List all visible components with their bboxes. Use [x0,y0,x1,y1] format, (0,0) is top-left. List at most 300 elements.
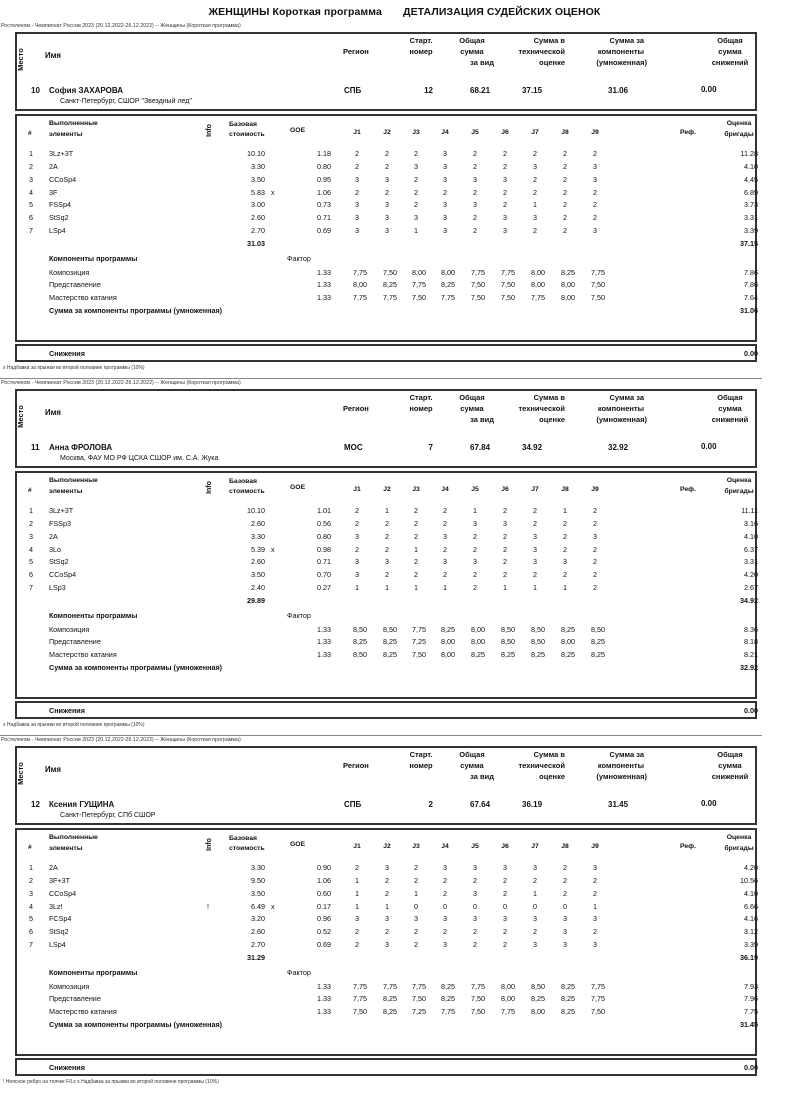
element-judge-score: 1 [533,889,537,898]
ref-header: Реф. [680,843,696,850]
tes-header-3: оценке [539,772,565,781]
base-header-1: Базовая [229,121,257,128]
component-judge-score: 8,25 [471,650,485,659]
element-judge-score: 2 [443,889,447,898]
element-judge-score: 1 [414,583,418,592]
component-name: Композиция [49,625,90,634]
component-judge-score: 7,75 [383,293,397,302]
element-goe: 0.95 [317,175,331,184]
element-base-value: 3.50 [251,889,265,898]
component-judge-score: 8,00 [441,650,455,659]
element-judge-score: 3 [385,213,389,222]
element-judge-score: 3 [593,863,597,872]
element-judge-score: 1 [385,583,389,592]
element-judge-score: 2 [414,557,418,566]
element-judge-score: 1 [385,506,389,515]
element-judge-score: 1 [355,902,359,911]
element-number: 6 [29,570,33,579]
component-factor: 1.33 [317,293,331,302]
element-judge-score: 2 [385,876,389,885]
element-judge-score: 2 [355,545,359,554]
element-number: 4 [29,188,33,197]
element-judge-score: 3 [503,863,507,872]
component-name: Мастерство катания [49,293,117,302]
element-base-value: 3.50 [251,175,265,184]
component-judge-score: 7,50 [412,994,426,1003]
element-code: FSSp4 [49,200,71,209]
skater-club: Москва, ФАУ МО РФ ЦСКА СШОР им. С.А. Жука [60,455,219,462]
skater-club: Санкт-Петербург, СШОР "Звездный лед" [60,98,192,105]
element-number: 7 [29,583,33,592]
element-judge-score: 2 [414,149,418,158]
deductions-label: Снижения [49,1063,85,1072]
element-judge-score: 3 [503,226,507,235]
element-base-value: 3.50 [251,570,265,579]
skater-total-score: 67.84 [470,443,491,452]
element-judge-score: 3 [385,863,389,872]
competition-line: Ростелеком - Чемпионат России 2023 (20.12.2022-26.12.2022) -- Женщины (Короткая программа) [1,380,241,386]
element-judge-score: 2 [503,200,507,209]
element-judge-score: 1 [563,506,567,515]
num-header: # [28,130,32,137]
element-judge-score: 2 [503,506,507,515]
skater-region: МОС [344,443,363,452]
element-judge-score: 1 [533,583,537,592]
element-number: 3 [29,175,33,184]
element-base-value: 5.83 [251,188,265,197]
element-judge-score: 0 [503,902,507,911]
element-judge-score: 2 [593,876,597,885]
element-judge-score: 2 [355,149,359,158]
component-judge-score: 7,75 [412,982,426,991]
element-judge-score: 1 [443,583,447,592]
deductions-box [15,1058,757,1076]
element-base-value: 6.49 [251,902,265,911]
info-header: Info [205,838,213,851]
footnote: x Надбавка за прыжки во второй половине программы (10%) [3,365,145,371]
tes-header-1: Сумма в [533,750,565,759]
element-judge-score: 3 [443,226,447,235]
element-code: 2A [49,863,58,872]
element-code: StSq2 [49,557,69,566]
element-goe: 0.56 [317,519,331,528]
element-code: StSq2 [49,213,69,222]
pcs-header-3: (умноженная) [596,415,647,424]
tes-total: 37.15 [740,239,758,248]
panel-header-1: Оценка [726,120,752,127]
element-code: 3F [49,188,58,197]
deductions-total: 0.00 [744,706,758,715]
ded-header-1: Общая [717,36,743,45]
element-judge-score: 3 [593,162,597,171]
element-judge-score: 2 [593,200,597,209]
elements-header-2: элементы [49,488,83,495]
element-panel-score: 11.28 [740,149,758,158]
skater-name[interactable]: Ксения ГУЩИНА [49,800,115,809]
component-judge-score: 7,50 [412,293,426,302]
skater-name[interactable]: Анна ФРОЛОВА [49,443,113,452]
start-header-1: Старт. [409,36,433,45]
element-judge-score: 2 [355,188,359,197]
judge-header: J2 [383,486,391,493]
component-judge-score: 8,25 [561,268,575,277]
skater-place: 10 [31,86,40,95]
element-judge-score: 2 [593,889,597,898]
judge-header: J8 [561,486,569,493]
skater-deductions: 0.00 [701,442,717,451]
element-judge-score: 2 [503,889,507,898]
region-header: Регион [343,47,369,56]
element-judge-score: 3 [563,927,567,936]
element-judge-score: 3 [355,557,359,566]
element-base-value: 3.00 [251,200,265,209]
element-judge-score: 2 [473,149,477,158]
component-judge-score: 7,75 [383,982,397,991]
element-bonus-marker: x [271,545,275,554]
component-judge-score: 8,00 [412,268,426,277]
component-panel-score: 8.21 [744,650,758,659]
skater-start-number: 2 [428,800,433,809]
tes-total: 36.19 [740,953,758,962]
element-judge-score: 2 [593,545,597,554]
element-judge-score: 2 [503,545,507,554]
element-judge-score: 3 [443,175,447,184]
skater-place: 12 [31,800,40,809]
element-judge-score: 2 [563,889,567,898]
element-judge-score: 2 [385,570,389,579]
element-judge-score: 2 [563,863,567,872]
component-judge-score: 7,75 [353,982,367,991]
elements-header-2: элементы [49,131,83,138]
base-value-total: 29.89 [247,596,265,605]
element-judge-score: 3 [533,863,537,872]
element-judge-score: 1 [414,226,418,235]
tes-header-3: оценке [539,58,565,67]
judge-header: J9 [591,129,599,136]
element-judge-score: 3 [533,545,537,554]
element-number: 2 [29,162,33,171]
element-panel-score: 3.73 [744,200,758,209]
component-judge-score: 7,75 [591,994,605,1003]
judge-header: J4 [441,486,449,493]
component-judge-score: 8,50 [531,637,545,646]
component-judge-score: 8,50 [531,982,545,991]
element-judge-score: 2 [593,213,597,222]
component-judge-score: 7,75 [531,293,545,302]
ded-header-3: снижений [711,58,749,67]
element-judge-score: 3 [593,175,597,184]
element-number: 1 [29,863,33,872]
judge-header: J7 [531,843,539,850]
component-judge-score: 7,25 [412,1007,426,1016]
element-panel-score: 11.11 [741,506,758,515]
element-code: 3Lz! [49,902,63,911]
skater-club: Санкт-Петербург, СПб СШОР [60,812,156,819]
element-judge-score: 2 [563,570,567,579]
element-judge-score: 2 [563,545,567,554]
judge-header: J6 [501,486,509,493]
element-judge-score: 1 [355,876,359,885]
element-judge-score: 2 [593,557,597,566]
component-judge-score: 8,00 [531,268,545,277]
element-panel-score: 3.12 [744,927,758,936]
element-judge-score: 2 [593,519,597,528]
element-judge-score: 2 [414,200,418,209]
tes-header-2: технической [518,47,565,56]
element-base-value: 5.39 [251,545,265,554]
element-code: 3Lo [49,545,61,554]
element-goe: 0.80 [317,162,331,171]
element-judge-score: 2 [385,162,389,171]
component-judge-score: 8,50 [353,625,367,634]
component-judge-score: 8,25 [561,1007,575,1016]
element-bonus-marker: x [271,188,275,197]
panel-header-1: Оценка [726,477,752,484]
ref-header: Реф. [680,129,696,136]
element-judge-score: 2 [385,532,389,541]
component-judge-score: 8,00 [561,637,575,646]
factor-header: Фактор [287,611,311,620]
tes-header-1: Сумма в [533,36,565,45]
pcs-header-2: компоненты [597,761,644,770]
name-header: Имя [45,408,61,417]
component-judge-score: 7,50 [471,293,485,302]
element-judge-score: 2 [473,570,477,579]
element-number: 2 [29,876,33,885]
element-judge-score: 2 [473,162,477,171]
element-code: LSp4 [49,226,66,235]
separator-line [0,378,762,379]
competition-line: Ростелеком - Чемпионат России 2023 (20.12.2022-26.12.2022) -- Женщины (Короткая программа) [1,23,241,29]
element-goe: 0.17 [317,902,331,911]
element-number: 6 [29,213,33,222]
component-judge-score: 8,25 [383,994,397,1003]
component-factor: 1.33 [317,625,331,634]
place-header-label: Место [15,48,25,71]
component-judge-score: 7,75 [591,982,605,991]
element-code: LSp3 [49,583,66,592]
component-judge-score: 8,00 [471,625,485,634]
element-panel-score: 3.39 [744,226,758,235]
element-info: ! [207,902,209,911]
element-goe: 0.90 [317,863,331,872]
elements-header-1: Выполненные [49,834,98,841]
total-header-1: Общая [459,393,485,402]
element-judge-score: 2 [563,532,567,541]
element-judge-score: 2 [414,927,418,936]
element-base-value: 3.30 [251,162,265,171]
element-judge-score: 1 [355,583,359,592]
element-judge-score: 0 [533,902,537,911]
skater-name[interactable]: София ЗАХАРОВА [49,86,123,95]
element-judge-score: 2 [385,149,389,158]
element-base-value: 3.30 [251,532,265,541]
total-header-2: сумма [460,761,484,770]
skater-tes: 36.19 [522,800,543,809]
element-goe: 0.52 [317,927,331,936]
judge-header: J4 [441,129,449,136]
judge-header: J2 [383,129,391,136]
component-panel-score: 7.86 [744,280,758,289]
judge-header: J1 [353,486,361,493]
element-number: 2 [29,519,33,528]
element-judge-score: 2 [355,863,359,872]
component-judge-score: 8,25 [591,650,605,659]
element-judge-score: 2 [414,188,418,197]
ded-header-3: снижений [711,772,749,781]
component-judge-score: 7,75 [501,1007,515,1016]
element-judge-score: 2 [355,519,359,528]
component-judge-score: 8,00 [561,293,575,302]
elements-header-1: Выполненные [49,477,98,484]
element-judge-score: 2 [443,506,447,515]
component-judge-score: 7,50 [591,1007,605,1016]
element-judge-score: 3 [473,889,477,898]
element-goe: 1.06 [317,188,331,197]
judge-header: J3 [412,843,420,850]
component-judge-score: 8,50 [531,625,545,634]
element-number: 5 [29,200,33,209]
element-judge-score: 2 [503,570,507,579]
component-judge-score: 8,25 [531,650,545,659]
component-judge-score: 7,50 [471,280,485,289]
element-code: CCoSp4 [49,175,77,184]
judge-header: J8 [561,843,569,850]
element-judge-score: 3 [593,940,597,949]
element-judge-score: 2 [533,519,537,528]
judge-header: J1 [353,129,361,136]
element-goe: 0.80 [317,532,331,541]
element-code: LSp4 [49,940,66,949]
element-judge-score: 3 [355,200,359,209]
element-panel-score: 6.89 [744,188,758,197]
component-panel-score: 8.18 [744,637,758,646]
element-judge-score: 2 [385,188,389,197]
total-header-3: за вид [470,415,494,424]
element-judge-score: 1 [533,200,537,209]
separator-line [0,735,762,736]
footnote: ! Неясное ребро на толчке F/Lz x Надбавка за прыжки во второй половине программы (10%) [3,1079,219,1085]
element-judge-score: 3 [563,557,567,566]
element-judge-score: 2 [533,149,537,158]
element-judge-score: 2 [563,213,567,222]
component-judge-score: 7,75 [353,268,367,277]
component-judge-score: 8,25 [353,637,367,646]
element-goe: 0.96 [317,914,331,923]
component-judge-score: 8,00 [471,637,485,646]
start-header-1: Старт. [409,393,433,402]
component-judge-score: 8,25 [383,280,397,289]
element-judge-score: 2 [473,532,477,541]
deductions-label: Снижения [49,706,85,715]
element-judge-score: 2 [385,519,389,528]
element-judge-score: 3 [473,519,477,528]
component-name: Композиция [49,982,90,991]
element-judge-score: 2 [563,876,567,885]
component-judge-score: 7,25 [412,637,426,646]
skater-deductions: 0.00 [701,85,717,94]
start-header-2: номер [409,47,433,56]
panel-header-2: бригады [724,131,754,138]
footnote: x Надбавка за прыжки во второй половине программы (10%) [3,722,145,728]
pcs-header-3: (умноженная) [596,58,647,67]
element-judge-score: 2 [563,175,567,184]
element-base-value: 10.10 [247,149,265,158]
total-header-2: сумма [460,404,484,413]
element-code: FCSp4 [49,914,72,923]
element-judge-score: 2 [503,149,507,158]
element-judge-score: 2 [355,940,359,949]
place-header-label: Место [15,762,25,785]
page-title-part1: ЖЕНЩИНЫ Короткая программа [208,6,382,18]
element-judge-score: 3 [414,213,418,222]
element-panel-score: 4.16 [744,914,758,923]
component-judge-score: 8,50 [591,625,605,634]
element-judge-score: 2 [414,570,418,579]
element-judge-score: 3 [355,532,359,541]
component-judge-score: 8,25 [561,625,575,634]
judge-header: J3 [412,486,420,493]
element-judge-score: 3 [355,213,359,222]
start-header-2: номер [409,761,433,770]
element-judge-score: 1 [355,889,359,898]
element-judge-score: 2 [503,940,507,949]
components-header: Компоненты программы [49,968,138,977]
region-header: Регион [343,404,369,413]
element-goe: 0.98 [317,545,331,554]
component-judge-score: 7,75 [353,293,367,302]
element-judge-score: 3 [533,557,537,566]
component-judge-score: 8,25 [561,994,575,1003]
element-judge-score: 2 [385,545,389,554]
pcs-total: 31.45 [740,1020,758,1029]
component-name: Представление [49,637,101,646]
element-judge-score: 2 [414,175,418,184]
place-header-label: Место [15,405,25,428]
element-code: CCoSp4 [49,889,77,898]
element-panel-score: 3.31 [744,557,758,566]
total-header-3: за вид [470,58,494,67]
goe-header: GOE [290,841,306,848]
element-code: 3Lz+3T [49,149,74,158]
element-judge-score: 2 [414,940,418,949]
element-judge-score: 3 [414,162,418,171]
tes-total: 34.92 [740,596,758,605]
component-judge-score: 7,75 [591,268,605,277]
element-panel-score: 2.67 [744,583,758,592]
judge-header: J5 [471,129,479,136]
component-factor: 1.33 [317,1007,331,1016]
component-judge-score: 7,50 [471,994,485,1003]
judge-header: J7 [531,129,539,136]
element-base-value: 10.10 [247,506,265,515]
num-header: # [28,844,32,851]
component-judge-score: 7,50 [353,1007,367,1016]
element-judge-score: 3 [385,914,389,923]
pcs-total: 31.06 [740,306,758,315]
base-value-total: 31.29 [247,953,265,962]
element-judge-score: 2 [414,863,418,872]
element-judge-score: 3 [443,557,447,566]
deductions-box [15,701,757,719]
place-header [15,398,31,438]
pcs-header-3: (умноженная) [596,772,647,781]
element-judge-score: 3 [385,226,389,235]
element-judge-score: 3 [443,162,447,171]
component-panel-score: 7.93 [744,982,758,991]
components-header: Компоненты программы [49,254,138,263]
element-goe: 0.71 [317,557,331,566]
